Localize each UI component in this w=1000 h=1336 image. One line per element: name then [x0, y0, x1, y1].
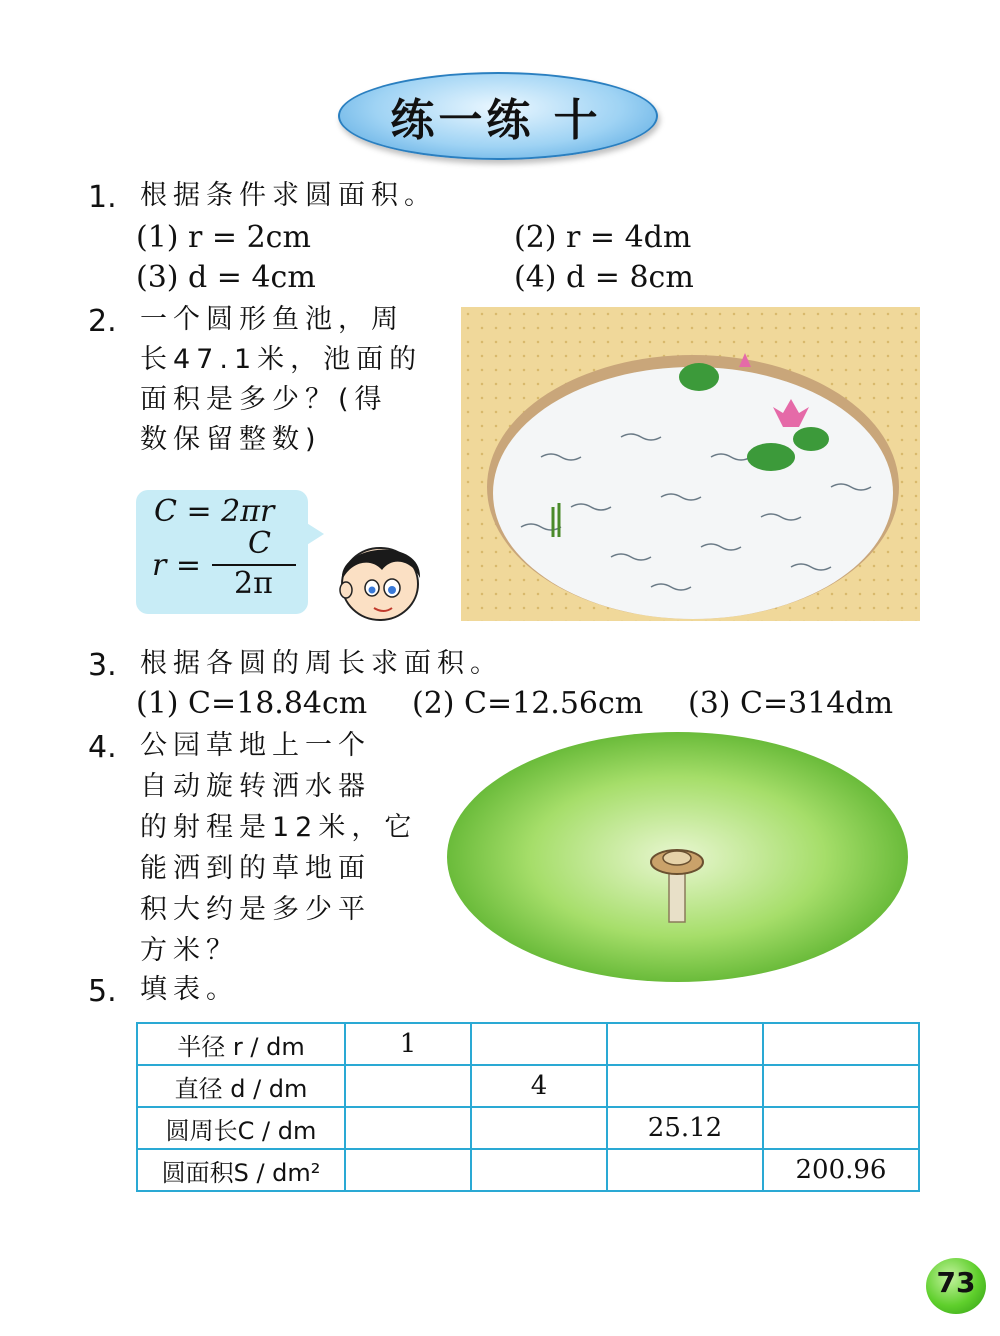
row-header-radius: 半径 r / dm — [137, 1023, 345, 1065]
table-cell — [607, 1065, 763, 1107]
q2-line-2: 长47.1米，池面的 — [140, 344, 423, 375]
boy-face-illustration — [332, 530, 428, 622]
q1-item-3: (3) d = 4cm — [136, 260, 316, 295]
q5-text: 填表。 — [140, 974, 239, 1005]
table-cell — [763, 1107, 919, 1149]
table-cell: 200.96 — [763, 1149, 919, 1191]
table-cell — [607, 1023, 763, 1065]
table-cell: 1 — [345, 1023, 471, 1065]
q3-item-1: (1) C=18.84cm — [136, 686, 368, 721]
table-cell: 4 — [471, 1065, 607, 1107]
q4-line-3: 的射程是12米，它 — [140, 812, 418, 843]
q1-item-2: (2) r = 4dm — [514, 220, 692, 255]
q2-line-1: 一个圆形鱼池，周 — [140, 304, 404, 335]
formula-denominator: 2π — [234, 566, 273, 601]
table-cell — [763, 1023, 919, 1065]
q3-item-2: (2) C=12.56cm — [412, 686, 644, 721]
table-cell — [763, 1065, 919, 1107]
table-cell: 25.12 — [607, 1107, 763, 1149]
q4-line-2: 自动旋转洒水器 — [140, 771, 371, 802]
q2-number: 2. — [88, 304, 117, 339]
table-cell — [471, 1107, 607, 1149]
formula-r-prefix: r = — [152, 548, 202, 583]
table-cell — [471, 1023, 607, 1065]
fill-in-table — [136, 1022, 920, 1192]
table-cell — [345, 1107, 471, 1149]
q2-line-3: 面积是多少？(得 — [140, 384, 388, 415]
q1-item-4: (4) d = 8cm — [514, 260, 694, 295]
q1-text: 根据条件求圆面积。 — [140, 180, 437, 211]
q1-number: 1. — [88, 180, 117, 215]
page-number: 73 — [936, 1266, 976, 1299]
table-cell — [345, 1065, 471, 1107]
row-header-circumference: 圆周长C / dm — [137, 1107, 345, 1149]
formula-bubble-tail — [302, 520, 324, 548]
q4-line-1: 公园草地上一个 — [140, 730, 371, 761]
q4-line-4: 能洒到的草地面 — [140, 853, 371, 884]
table-row — [137, 1065, 919, 1107]
row-header-area: 圆面积S / dm² — [137, 1149, 345, 1191]
table-row — [137, 1023, 919, 1065]
q5-number: 5. — [88, 974, 117, 1009]
q2-line-4: 数保留整数) — [140, 424, 322, 455]
q4-line-6: 方米？ — [140, 935, 239, 966]
table-cell — [607, 1149, 763, 1191]
q3-item-3: (3) C=314dm — [688, 686, 894, 721]
row-header-diameter: 直径 d / dm — [137, 1065, 345, 1107]
formula-circumference: C = 2πr — [154, 494, 275, 529]
q3-number: 3. — [88, 648, 117, 683]
q1-item-1: (1) r = 2cm — [136, 220, 311, 255]
table-cell — [471, 1149, 607, 1191]
page-title: 练一练 十 — [390, 95, 602, 146]
fish-pond-illustration — [461, 307, 920, 621]
lawn-sprinkler-illustration — [447, 732, 908, 982]
q4-line-5: 积大约是多少平 — [140, 894, 371, 925]
table-row — [137, 1149, 919, 1191]
q3-text: 根据各圆的周长求面积。 — [140, 648, 503, 679]
table-cell — [345, 1149, 471, 1191]
table-row — [137, 1107, 919, 1149]
q4-number: 4. — [88, 730, 117, 765]
formula-numerator: C — [248, 526, 271, 561]
